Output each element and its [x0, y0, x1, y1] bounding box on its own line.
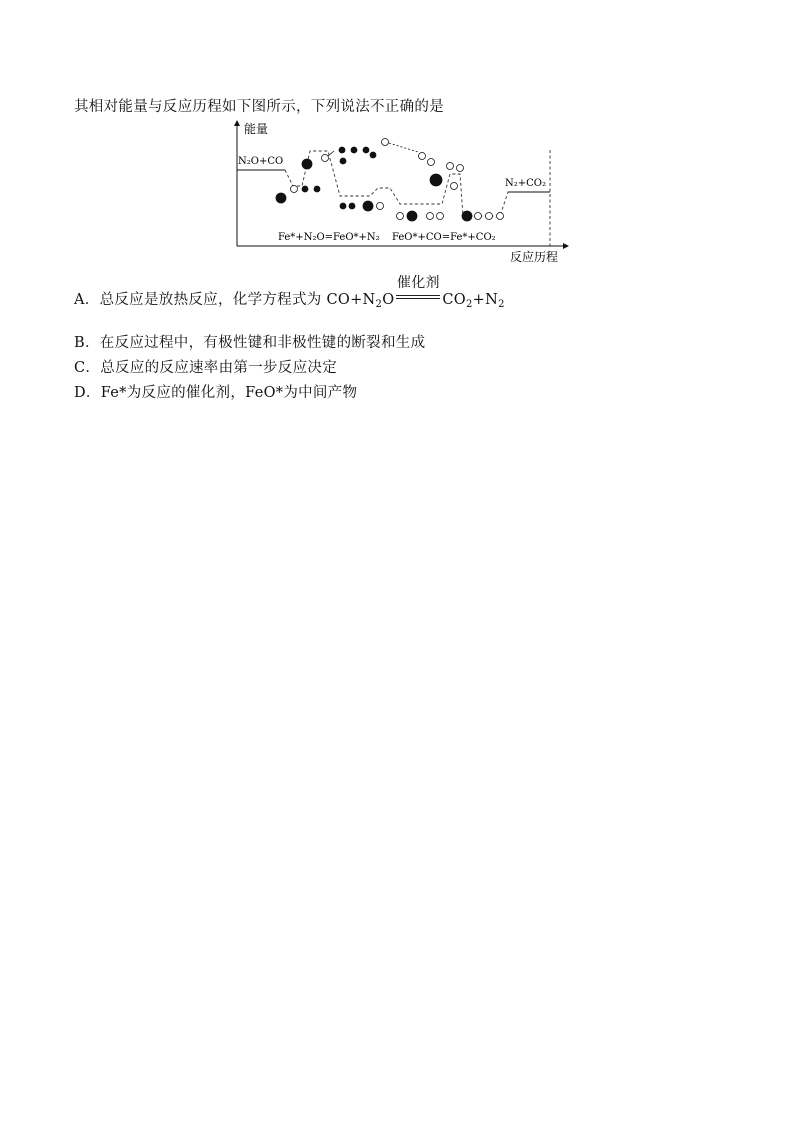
option-a[interactable]: A．总反应是放热反应，化学方程式为 $CO+N_2O$ 催化剂 $CO_2+N_2$	[74, 288, 505, 309]
option-c[interactable]	[74, 356, 337, 377]
start-label: N₂O+CO	[238, 156, 284, 167]
catalyst-equals	[394, 275, 442, 308]
option-d-text: Fe*为反应的催化剂，FeO*为中间产物	[100, 385, 358, 401]
end-label: N₂+CO₂	[505, 178, 546, 189]
y-axis-label: 能量	[244, 122, 269, 136]
step1-label: Fe*+N₂O=FeO*+N₂	[278, 232, 380, 243]
energy-diagram	[228, 116, 573, 264]
option-d-letter: D．	[74, 385, 101, 401]
option-b[interactable]	[74, 331, 425, 352]
question-stem: 其相对能量与反应历程如下图所示，下列说法不正确的是	[74, 99, 444, 115]
catalyst-label: 催化剂	[396, 275, 440, 291]
option-a-letter: A．	[74, 292, 100, 308]
option-b-text: 在反应过程中，有极性键和非极性键的断裂和生成	[99, 335, 426, 351]
option-c-letter: C．	[74, 360, 101, 376]
step2-label: FeO*+CO=Fe*+CO₂	[392, 232, 496, 243]
option-d[interactable]	[74, 381, 357, 402]
option-c-text: 总反应的反应速率由第一步反应决定	[100, 360, 338, 376]
option-a-text: 总反应是放热反应，化学方程式为 CO+N	[99, 292, 376, 308]
option-b-letter: B．	[74, 335, 100, 351]
x-axis-label: 反应历程	[510, 250, 559, 264]
